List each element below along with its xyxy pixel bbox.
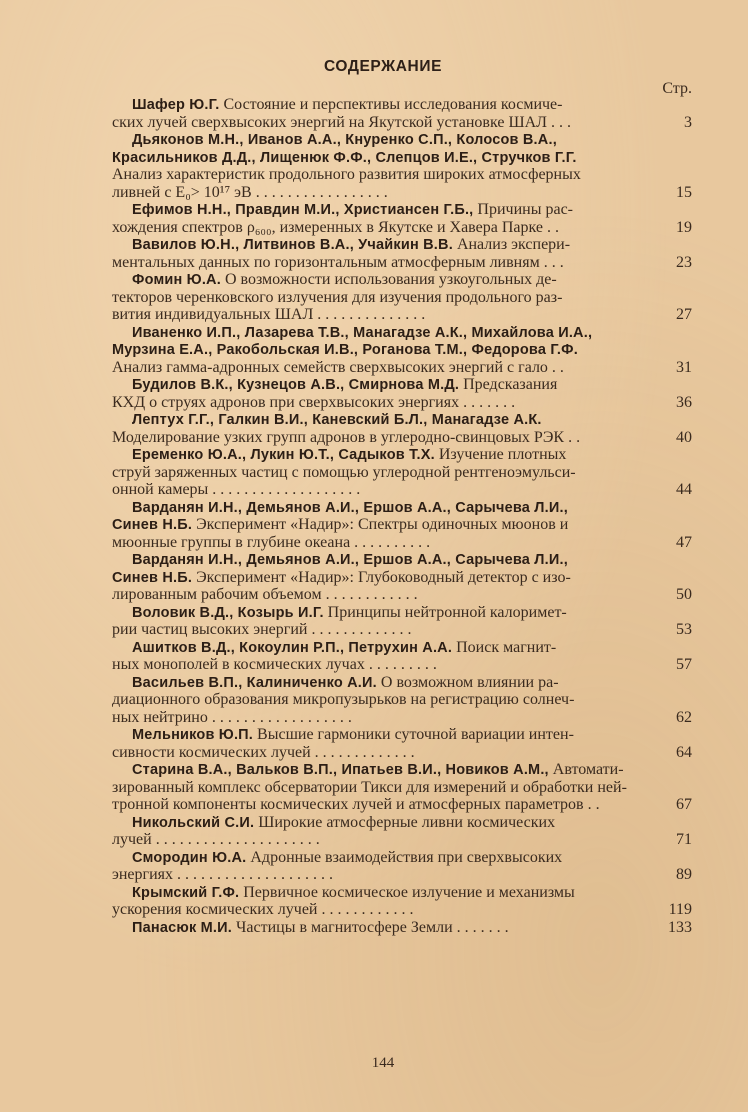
toc-entry-line — [112, 96, 645, 114]
toc-entry-title: О возможном влиянии ра- — [376, 673, 559, 691]
toc-entry-authors: Крымский Г.Ф. — [132, 884, 240, 901]
toc-entry — [112, 376, 692, 411]
toc-entry-title: ских лучей сверхвысоких энергий на Якутской установке ШАЛ . . . — [112, 113, 571, 131]
toc-entry-page-number: 19 — [676, 218, 692, 236]
toc-entry-title: ускорения космических лучей . . . . . . . . . . . . — [112, 901, 414, 918]
toc-entry — [112, 236, 692, 271]
toc-entry-title: лированным рабочим объемом . . . . . . . . . . . . — [112, 586, 418, 603]
toc-entry-line — [112, 341, 645, 359]
toc-entry-authors: Панасюк М.И. — [132, 919, 232, 936]
toc-entry-line — [112, 254, 645, 272]
toc-entry-line — [112, 656, 645, 674]
toc-entry-authors: Мурзина Е.А., Ракобольская И.В., Роганова Т.М., Федорова Г.Ф. — [112, 342, 578, 358]
toc-entry-authors: Будилов В.К., Кузнецов А.В., Смирнова М.Д. — [132, 377, 460, 393]
toc-entry-authors: Васильев В.П., Калиниченко А.И. — [132, 674, 377, 691]
toc-entry-page-number: 15 — [676, 183, 692, 201]
toc-entry-page-number: 50 — [676, 586, 692, 603]
toc-entry-line — [112, 324, 645, 342]
toc-entry — [112, 919, 692, 937]
toc-entry-authors: Ефимов Н.Н., Правдин М.И., Христиансен Г.Б., — [132, 202, 474, 218]
toc-entry-line — [112, 394, 645, 412]
toc-entry-title: Анализ характеристик продольного развития широких атмосферных — [112, 166, 581, 183]
toc-entry-title: текторов черенковского излучения для изучения продольного раз- — [112, 288, 563, 306]
toc-entry-line — [112, 884, 645, 902]
toc-entry-page-number: 89 — [676, 866, 692, 883]
toc-entry-title: КХД о струях адронов при сверхвысоких энергиях . . . . . . . — [112, 393, 516, 411]
toc-entry-title: лучей . . . . . . . . . . . . . . . . . . . . . — [112, 831, 320, 848]
toc-entry-line — [112, 586, 645, 604]
toc-entry-line — [112, 796, 645, 814]
toc-entry-authors: Фомин Ю.А. — [132, 272, 221, 288]
toc-entry-authors: Смородин Ю.А. — [132, 849, 247, 866]
toc-entry-authors: Лептух Г.Г., Галкин В.И., Каневский Б.Л., Манагадзе А.К. — [132, 412, 542, 428]
toc-entry-line — [112, 639, 645, 657]
toc-entry-authors: Вавилов Ю.Н., Литвинов В.А., Учайкин В.В. — [132, 237, 453, 253]
toc-entry-title: Принципы нейтронной калоримет- — [323, 603, 567, 621]
toc-entry-authors: Никольский С.И. — [132, 814, 255, 831]
toc-entry-page-number: 31 — [676, 358, 692, 376]
toc-entry-authors: Ашитков В.Д., Кокоулин Р.П., Петрухин А.А. — [132, 639, 453, 656]
toc-entry-title: Анализ экспери- — [452, 236, 571, 253]
toc-entry-title: сивности космических лучей . . . . . . . . . . . . . — [112, 743, 415, 761]
toc-entry-title: рии частиц высоких энергий . . . . . . . . . . . . . — [112, 621, 412, 638]
toc-entry — [112, 131, 692, 201]
toc-entry-page-number: 119 — [668, 901, 692, 918]
toc-entry-line — [112, 779, 645, 797]
toc-entry-title: Изучение плотных — [434, 446, 567, 463]
toc-entry-line — [112, 481, 645, 499]
toc-entry-line — [112, 621, 645, 639]
toc-entry — [112, 411, 692, 446]
toc-entry — [112, 96, 692, 131]
toc-entry — [112, 271, 692, 324]
toc-entry-authors: Иваненко И.П., Лазарева Т.В., Манагадзе А.К., Михайлова И.А., — [132, 324, 593, 341]
toc-entry — [112, 324, 692, 377]
toc-entry — [112, 499, 692, 552]
toc-entry-page-number: 3 — [684, 113, 692, 131]
toc-entry-title: хождения спектров ρ₆₀₀, измеренных в Якутске и Хавера Парке . . — [112, 218, 559, 236]
toc-entry-line — [112, 604, 645, 622]
toc-entry-title: Моделирование узких групп адронов в углеродно-свинцовых РЭК . . — [112, 428, 581, 446]
toc-entry-page-number: 67 — [676, 796, 692, 813]
table-of-contents — [112, 96, 692, 936]
toc-entry — [112, 551, 692, 604]
toc-entry-title: Предсказания — [459, 376, 558, 393]
toc-entry-page-number: 47 — [676, 533, 692, 551]
toc-entry-line — [112, 569, 645, 587]
toc-entry-authors: Красильников Д.Д., Лищенюк Ф.Ф., Слепцов И.Е., Стручков Г.Г. — [112, 149, 577, 166]
toc-entry — [112, 446, 692, 499]
toc-entry-line — [112, 709, 645, 727]
toc-entry-line — [112, 499, 645, 517]
toc-entry-line — [112, 761, 645, 779]
toc-entry-title: тронной компоненты космических лучей и атмосферных параметров . . — [112, 796, 600, 813]
toc-entry-line — [112, 219, 645, 237]
toc-entry-authors: Шафер Ю.Г. — [132, 97, 220, 113]
toc-entry-title: зированный комплекс обсерватории Тикси для измерений и обработки ней- — [112, 778, 627, 796]
toc-entry-line — [112, 516, 645, 534]
toc-entry-line — [112, 131, 645, 149]
toc-entry-title: ментальных данных по горизонтальным атмосферным ливням . . . — [112, 253, 564, 271]
toc-entry-page-number: 40 — [676, 428, 692, 446]
toc-entry-page-number: 57 — [676, 656, 692, 673]
page-title: СОДЕРЖАНИЕ — [323, 58, 443, 75]
toc-entry-authors: Варданян И.Н., Демьянов А.И., Ершов А.А., Сарычева Л.И., — [132, 499, 568, 516]
toc-entry-line — [112, 534, 645, 552]
toc-entry-line — [112, 166, 645, 184]
toc-entry-line — [112, 306, 645, 324]
toc-entry-line — [112, 866, 645, 884]
toc-entry-title: Поиск магнит- — [452, 638, 557, 656]
toc-entry-authors: Синев Н.Б. — [112, 569, 193, 586]
toc-entry-title: мюонные группы в глубине океана . . . . . . . . . . — [112, 533, 431, 551]
toc-entry-authors: Дьяконов М.Н., Иванов А.А., Кнуренко С.П., Колосов В.А., — [132, 132, 557, 148]
toc-entry-line — [112, 551, 645, 569]
toc-entry-title: О возможности использования узкоугольных де- — [220, 271, 557, 288]
toc-entry-title: вития индивидуальных ШАЛ . . . . . . . . . . . . . . — [112, 306, 426, 323]
toc-entry-line — [112, 814, 645, 832]
toc-entry-line — [112, 744, 645, 762]
toc-entry-title: Анализ гамма-адронных семейств сверхвысоких энергий с гало . . — [112, 358, 564, 376]
toc-entry-line — [112, 149, 645, 167]
toc-entry-title: диационного образования микропузырьков на регистрацию солнеч- — [112, 691, 575, 708]
toc-entry-line — [112, 201, 645, 219]
toc-entry — [112, 604, 692, 639]
toc-entry-line — [112, 691, 645, 709]
toc-entry-title: Причины рас- — [473, 201, 573, 218]
toc-entry-authors: Синев Н.Б. — [112, 517, 193, 533]
toc-entry-authors: Еременко Ю.А., Лукин Ю.Т., Садыков Т.Х. — [132, 447, 435, 463]
toc-entry-authors: Варданян И.Н., Демьянов А.И., Ершов А.А., Сарычева Л.И., — [132, 552, 568, 568]
toc-entry-line — [112, 359, 645, 377]
toc-entry-line — [112, 674, 645, 692]
toc-entry-authors: Воловик В.Д., Козырь И.Г. — [132, 604, 324, 621]
toc-entry-title: ных монополей в космических лучах . . . . . . . . . — [112, 656, 437, 673]
toc-entry-title: Эксперимент «Надир»: Спектры одиночных мюонов и — [192, 516, 569, 533]
toc-entry-line — [112, 289, 645, 307]
toc-entry-authors: Мельников Ю.П. — [132, 727, 254, 743]
toc-entry — [112, 814, 692, 849]
toc-entry — [112, 726, 692, 761]
toc-entry-page-number: 23 — [676, 253, 692, 271]
toc-entry-title: Эксперимент «Надир»: Глубоководный детектор с изо- — [192, 568, 571, 586]
toc-entry-line — [112, 919, 645, 937]
toc-entry-authors: Старина В.А., Вальков В.П., Ипатьев В.И., Новиков А.М., — [132, 762, 549, 778]
toc-entry-line — [112, 726, 645, 744]
toc-entry-title: ливней с E₀> 10¹⁷ эВ . . . . . . . . . . . . . . . . . — [112, 183, 388, 201]
toc-entry — [112, 849, 692, 884]
toc-entry-page-number: 36 — [676, 393, 692, 411]
toc-entry-page-number: 44 — [676, 481, 692, 498]
toc-entry-title: Высшие гармоники суточной вариации интен- — [253, 726, 574, 743]
toc-entry — [112, 639, 692, 674]
toc-entry-title: Состояние и перспективы исследования космиче- — [219, 96, 563, 113]
toc-entry-line — [112, 376, 645, 394]
toc-entry-line — [112, 849, 645, 867]
toc-entry-line — [112, 429, 645, 447]
footer-page-number: 144 — [371, 1055, 395, 1071]
toc-entry-page-number: 64 — [676, 743, 692, 761]
toc-entry-line — [112, 236, 645, 254]
page-column-header: Стр. — [662, 80, 692, 97]
toc-entry-title: Адронные взаимодействия при сверхвысоких — [246, 848, 563, 866]
toc-entry-title: струй заряженных частиц с помощью углеродной рентгеноэмульси- — [112, 463, 576, 481]
toc-entry-page-number: 53 — [676, 621, 692, 638]
toc-entry-line — [112, 831, 645, 849]
toc-entry-title: Широкие атмосферные ливни космических — [254, 813, 556, 831]
toc-entry-title: Частицы в магнитосфере Земли . . . . . . . — [232, 918, 509, 936]
toc-entry — [112, 674, 692, 727]
toc-entry-line — [112, 446, 645, 464]
toc-entry-line — [112, 271, 645, 289]
toc-entry-title: ных нейтрино . . . . . . . . . . . . . . . . . . — [112, 708, 352, 726]
toc-entry-page-number: 133 — [668, 918, 692, 936]
toc-entry-title: Автомати- — [548, 761, 624, 778]
toc-entry-line — [112, 464, 645, 482]
toc-entry-line — [112, 901, 645, 919]
toc-entry-title: Первичное космическое излучение и механизмы — [239, 883, 575, 901]
toc-entry-line — [112, 411, 645, 429]
toc-entry-page-number: 62 — [676, 708, 692, 726]
toc-entry-line — [112, 114, 645, 132]
toc-entry-title: энергиях . . . . . . . . . . . . . . . . . . . . — [112, 866, 334, 883]
toc-entry — [112, 761, 692, 814]
toc-entry — [112, 884, 692, 919]
toc-entry-line — [112, 184, 645, 202]
toc-entry-page-number: 71 — [676, 831, 692, 848]
toc-entry — [112, 201, 692, 236]
toc-entry-title: онной камеры . . . . . . . . . . . . . . . . . . . — [112, 481, 361, 498]
toc-entry-page-number: 27 — [676, 306, 692, 323]
